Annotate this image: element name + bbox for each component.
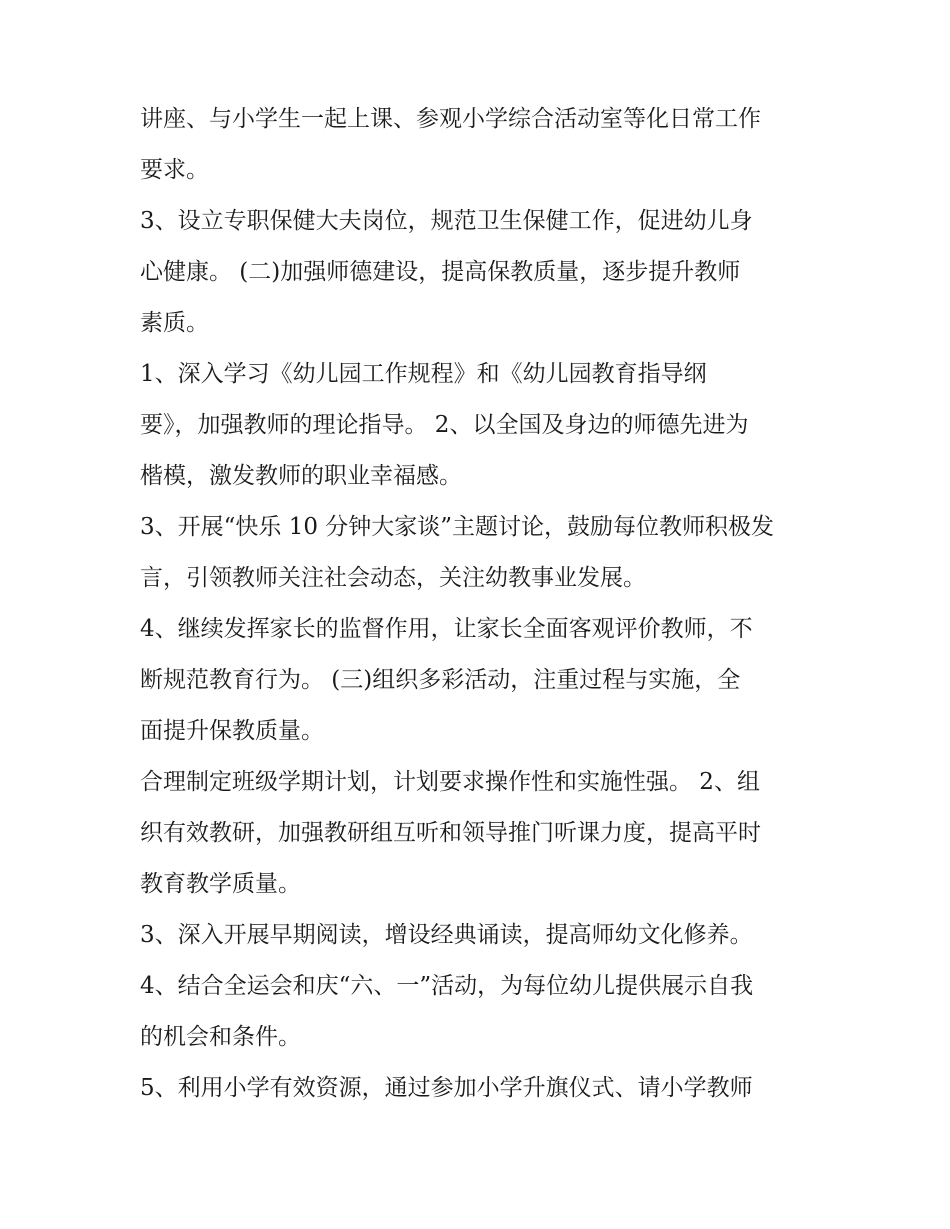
text-line: 楷模，激发教师的职业幸福感。 (140, 463, 462, 489)
text-line: 面提升保教质量。 (140, 718, 324, 744)
text-line: 3、开展“快乐 10 分钟大家谈”主题讨论，鼓励每位教师积极发 (140, 514, 775, 540)
text-line: 要》，加强教师的理论指导。 2、以全国及身边的师德先进为 (140, 412, 749, 438)
text-line: 心健康。 (二)加强师德建设，提高保教质量，逐步提升教师 (140, 259, 741, 285)
text-line: 1、深入学习《幼儿园工作规程》和《幼儿园教育指导纲 (140, 361, 707, 387)
text-line: 4、结合全运会和庆“六、一”活动，为每位幼儿提供展示自我 (140, 973, 754, 999)
text-line: 断规范教育行为。 (三)组织多彩活动，注重过程与实施，全 (140, 667, 741, 693)
text-line: 3、设立专职保健大夫岗位，规范卫生保健工作，促进幼儿身 (140, 208, 753, 234)
text-line: 合理制定班级学期计划，计划要求操作性和实施性强。 2、组 (140, 769, 760, 795)
text-line: 素质。 (140, 310, 209, 336)
text-line: 讲座、与小学生一起上课、参观小学综合活动室等化日常工作 (140, 106, 761, 132)
text-line: 言，引领教师关注社会动态，关注幼教事业发展。 (140, 565, 646, 591)
text-line: 5、利用小学有效资源，通过参加小学升旗仪式、请小学教师 (140, 1075, 753, 1101)
text-line: 的机会和条件。 (140, 1024, 301, 1050)
text-line: 要求。 (140, 157, 209, 183)
text-line: 教育教学质量。 (140, 871, 301, 897)
text-line: 织有效教研，加强教研组互听和领导推门听课力度，提高平时 (140, 820, 761, 846)
text-line: 3、深入开展早期阅读，增设经典诵读，提高师幼文化修养。 (140, 922, 753, 948)
text-line: 4、继续发挥家长的监督作用，让家长全面客观评价教师，不 (140, 616, 753, 642)
